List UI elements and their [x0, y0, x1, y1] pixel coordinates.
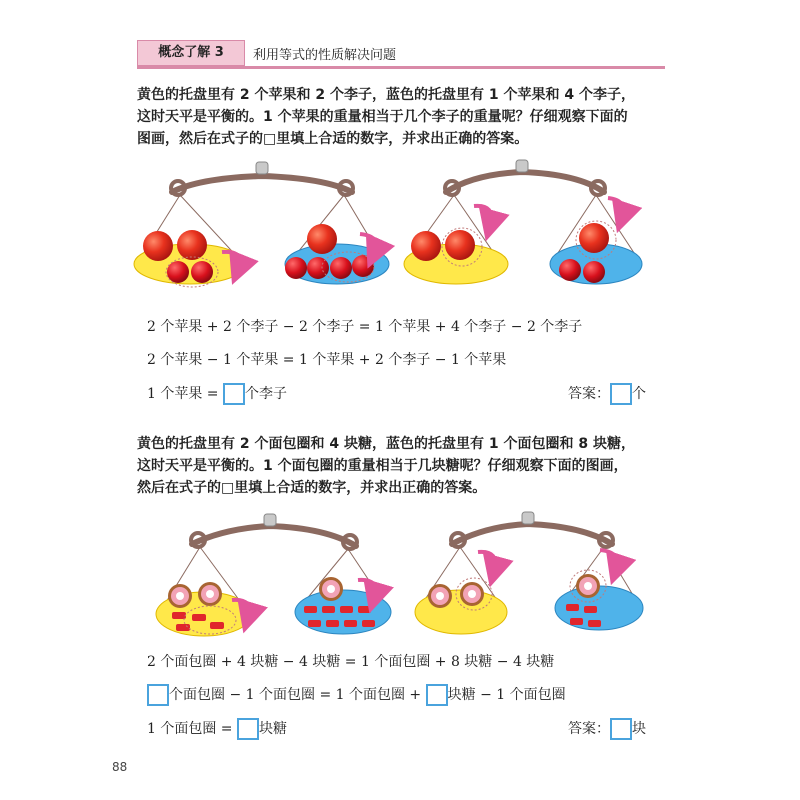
balance-beam — [172, 176, 352, 192]
answer-box[interactable] — [610, 383, 632, 405]
problem-2-line: 黄色的托盘里有 2 个面包圈和 4 块糖，蓝色的托盘里有 1 个面包圈和 8 块糖， — [137, 436, 635, 452]
apple — [307, 224, 337, 254]
plum — [330, 257, 352, 279]
apple — [445, 230, 475, 260]
doughnut — [576, 574, 600, 598]
problem-1-line: 这时天平是平衡的。1 个苹果的重量相当于几个李子的重量呢？仔细观察下面的 — [137, 109, 628, 125]
balance-hook — [264, 514, 276, 526]
plum — [167, 261, 189, 283]
apple — [143, 231, 173, 261]
equation-2-2 — [147, 684, 566, 706]
problem-2-text — [137, 433, 667, 499]
candy — [340, 606, 353, 613]
plum — [559, 259, 581, 281]
candy — [304, 606, 317, 613]
candy — [176, 624, 190, 631]
equation-1-1: 2 个苹果 + 2 个李子 − 2 个李子 = 1 个苹果 + 4 个李子 − 2 个李子 — [147, 319, 583, 335]
plum — [307, 257, 329, 279]
arrow-icon — [478, 552, 495, 572]
candy — [308, 620, 321, 627]
apple — [411, 231, 441, 261]
balance-beam — [452, 524, 612, 544]
equation-1-2: 2 个苹果 − 1 个苹果 = 1 个苹果 + 2 个李子 − 1 个苹果 — [147, 352, 507, 368]
candy — [566, 604, 579, 611]
candy — [326, 620, 339, 627]
scale-2-after — [415, 512, 643, 634]
balance-beam — [446, 172, 604, 192]
plum — [191, 261, 213, 283]
balance-hook — [256, 162, 268, 174]
candy — [210, 622, 224, 629]
doughnut — [319, 577, 343, 601]
balance-hook — [516, 160, 528, 172]
candy — [344, 620, 357, 627]
scale-2-before — [156, 514, 391, 636]
candy — [192, 614, 206, 621]
plum — [352, 255, 374, 277]
equation-text: 个李子 — [245, 386, 287, 402]
doughnut — [198, 582, 222, 606]
concept-tag: 概念了解 3 — [137, 40, 245, 66]
answer-box[interactable] — [237, 718, 259, 740]
equation-text: 块糖 − 1 个面包圈 — [447, 687, 566, 703]
arrow-icon — [600, 550, 617, 570]
answer-box[interactable] — [426, 684, 448, 706]
balance-hook — [522, 512, 534, 524]
problem-1-line: 黄色的托盘里有 2 个苹果和 2 个李子，蓝色的托盘里有 1 个苹果和 4 个李子， — [137, 87, 635, 103]
candy — [570, 618, 583, 625]
answer-unit: 个 — [632, 386, 646, 402]
plum — [583, 261, 605, 283]
equation-2-3 — [147, 718, 287, 740]
apple — [579, 223, 609, 253]
equation-text: 1 个面包圈 = — [147, 721, 233, 737]
equation-text: 1 个苹果 = — [147, 386, 219, 402]
scale-1-before — [134, 162, 389, 287]
equation-2-1: 2 个面包圈 + 4 块糖 − 4 块糖 = 1 个面包圈 + 8 块糖 − 4 块糖 — [147, 654, 555, 670]
answer-1 — [568, 383, 646, 405]
problem-1-line: 图画，然后在式子的□里填上合适的数字，并求出正确的答案。 — [137, 131, 529, 147]
balance-beam — [192, 526, 356, 546]
page-title: 利用等式的性质解决问题 — [253, 48, 397, 63]
arrow-icon — [608, 198, 623, 218]
doughnut — [168, 584, 192, 608]
problem-2-line: 这时天平是平衡的。1 个面包圈的重量相当于几块糖呢？仔细观察下面的图画， — [137, 458, 628, 474]
answer-box[interactable] — [223, 383, 245, 405]
candy — [584, 606, 597, 613]
answer-box[interactable] — [147, 684, 169, 706]
doughnut — [460, 582, 484, 606]
answer-box[interactable] — [610, 718, 632, 740]
candy — [322, 606, 335, 613]
answer-2 — [568, 718, 646, 740]
answer-label: 答案： — [568, 721, 610, 737]
page-number: 88 — [112, 760, 128, 774]
problem-2-line: 然后在式子的□里填上合适的数字，并求出正确的答案。 — [137, 480, 487, 496]
equation-1-3 — [147, 383, 287, 405]
equation-text: 个面包圈 − 1 个面包圈 = 1 个面包圈 + — [169, 687, 422, 703]
answer-unit: 块 — [632, 721, 646, 737]
candy — [362, 620, 375, 627]
scale-1-after — [404, 160, 642, 284]
doughnut — [428, 584, 452, 608]
candy — [588, 620, 601, 627]
arrow-icon — [474, 206, 491, 226]
candy — [358, 606, 371, 613]
apple — [177, 230, 207, 260]
plum — [285, 257, 307, 279]
equation-text: 块糖 — [259, 721, 287, 737]
answer-label: 答案： — [568, 386, 610, 402]
